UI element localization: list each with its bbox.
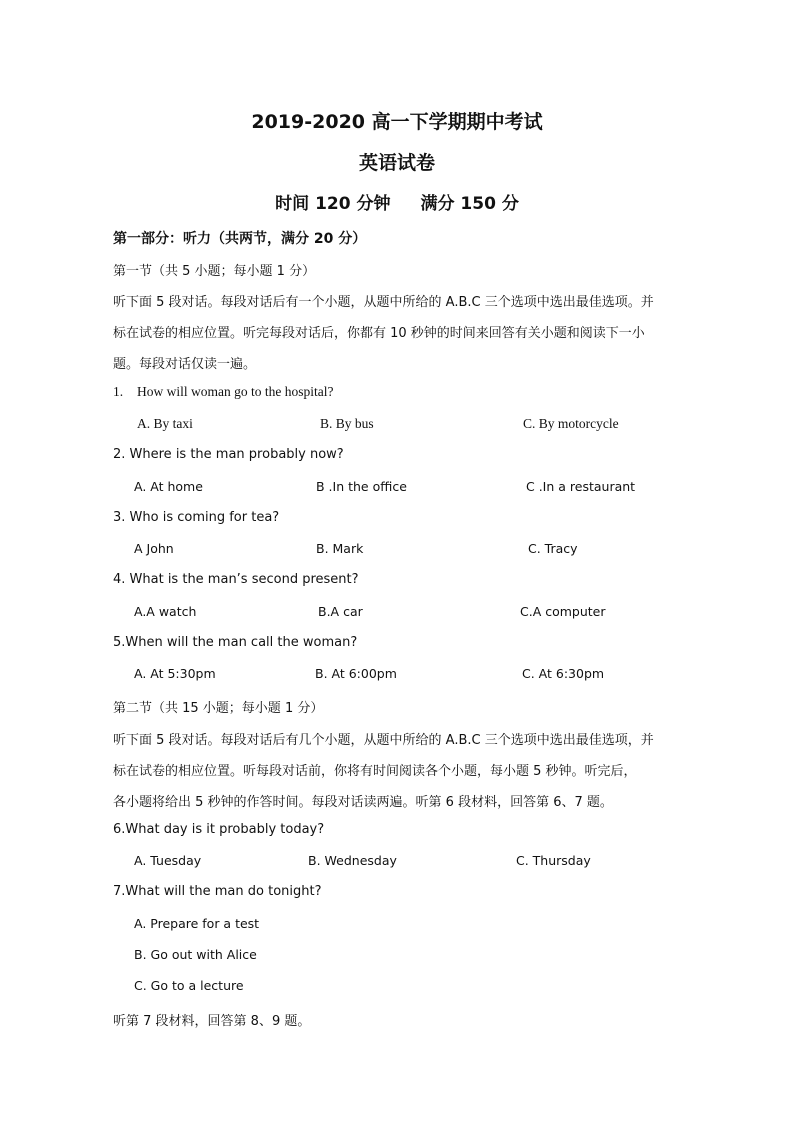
section1-heading: 第一节（共 5 小题；每小题 1 分） bbox=[113, 264, 316, 279]
section1-instruction-line: 听下面 5 段对话。每段对话后有一个小题，从题中所给的 A.B.C 三个选项中选出最佳选项。并 bbox=[113, 295, 654, 310]
exam-time-score bbox=[0, 189, 794, 214]
option-c: C. Tracy bbox=[528, 541, 578, 556]
exam-subtitle: 英语试卷 bbox=[358, 152, 435, 174]
option-c: C .In a restaurant bbox=[526, 479, 636, 494]
option-b: B. By bus bbox=[320, 416, 374, 431]
section2-heading: 第二节（共 15 小题；每小题 1 分） bbox=[113, 701, 324, 716]
option-a: A. At home bbox=[134, 479, 203, 494]
option-c: C.A computer bbox=[520, 604, 606, 619]
section2-trailer: 听第 7 段材料，回答第 8、9 题。 bbox=[113, 1014, 311, 1029]
option-c: C. Thursday bbox=[516, 853, 591, 868]
question-text: How will woman go to the hospital? bbox=[137, 384, 334, 399]
option-c: C. Go to a lecture bbox=[134, 978, 244, 993]
exam-score: 满分 150 分 bbox=[420, 194, 519, 214]
question-5: 5.When will the man call the woman? bbox=[113, 635, 358, 650]
question-4: 4. What is the man’s second present? bbox=[113, 572, 359, 587]
question-2: 2. Where is the man probably now? bbox=[113, 447, 344, 462]
part1-heading: 第一部分：听力（共两节，满分 20 分） bbox=[113, 231, 367, 247]
exam-time: 时间 120 分钟 bbox=[275, 194, 391, 214]
question-3: 3. Who is coming for tea? bbox=[113, 510, 280, 525]
question-1 bbox=[113, 384, 333, 400]
option-b: B. Wednesday bbox=[308, 853, 397, 868]
option-a: A. At 5:30pm bbox=[134, 666, 216, 681]
section2-instruction-line: 标在试卷的相应位置。听每段对话前，你将有时间阅读各个小题，每小题 5 秒钟。听完后， bbox=[113, 764, 637, 779]
question-7: 7.What will the man do tonight? bbox=[113, 884, 322, 899]
exam-title: 2019-2020 高一下学期期中考试 bbox=[251, 111, 543, 133]
option-a: A. Tuesday bbox=[134, 853, 202, 868]
question-number: 1. bbox=[113, 384, 124, 399]
option-c: C. By motorcycle bbox=[523, 416, 619, 431]
option-a: A. By taxi bbox=[137, 416, 193, 431]
option-b: B. Mark bbox=[316, 541, 364, 556]
option-b: B. Go out with Alice bbox=[134, 947, 257, 962]
question-6: 6.What day is it probably today? bbox=[113, 822, 325, 837]
option-c: C. At 6:30pm bbox=[522, 666, 605, 681]
option-b: B .In the office bbox=[316, 479, 407, 494]
option-b: B. At 6:00pm bbox=[315, 666, 397, 681]
section1-instruction-line: 标在试卷的相应位置。听完每段对话后，你都有 10 秒钟的时间来回答有关小题和阅读下一小 bbox=[113, 326, 645, 341]
option-b: B.A car bbox=[318, 604, 363, 619]
option-a: A.A watch bbox=[134, 604, 197, 619]
section1-instruction-line: 题。每段对话仅读一遍。 bbox=[113, 357, 257, 372]
option-a: A. Prepare for a test bbox=[134, 916, 260, 931]
option-a: A John bbox=[134, 541, 174, 556]
section2-instruction-line: 各小题将给出 5 秒钟的作答时间。每段对话读两遍。听第 6 段材料，回答第 6、7 题。 bbox=[113, 795, 613, 810]
section2-instruction-line: 听下面 5 段对话。每段对话后有几个小题，从题中所给的 A.B.C 三个选项中选出最佳选项，并 bbox=[113, 733, 654, 748]
